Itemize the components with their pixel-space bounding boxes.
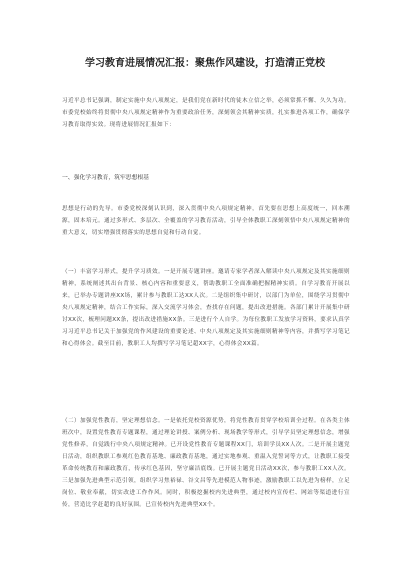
document-title: 学习教育进展情况汇报：聚焦作风建设，打造清正党校 — [85, 58, 325, 69]
section1-heading: 一、强化学习教育，筑牢思想根基 — [62, 175, 149, 181]
intro-paragraph: 习近平总书记强调，制定实施中央八项规定，是我们党在新时代的徒木立信之举，必须常抓不懈、久久为功。市委党校始终将贯彻中央八项规定精神作为重要政治任务，深刻领会其精神实质，扎实推进各项工作，确保学习教育取得实效。现将进展情况汇报如下： — [62, 98, 350, 128]
section1-paragraph: 思想是行动的先导。市委党校深刻认识到，深入贯彻中央八项规定精神，首先要在思想上高度统一，回本溯源，固本培元。通过多形式、多层次、全覆盖的学习教育活动，引导全体教职工深刻领悟中央八项规定精神的重大意义，切实增强贯彻落实的思想自觉和行动自觉。 — [62, 206, 350, 236]
section1-subsection-2: （二）加强党性教育，坚定理想信念。一是依托党校资源优势，将党性教育贯穿学校培训全过程。在各类主体班次中，设置党性教育专题课程，通过理论讲授、案例分析、现场教学等形式，引导学员坚定理想信念，增强党性修养，自觉践行中央八项规定精神。已开设党性教育专题课程XX门，培训学员XX人次。二是开展主题党日活动，组织教职工参观红色教育基地、廉政教育基地，通过实地参观、重温入党誓词等方式，让教职工接受革命传统教育和廉政教育，传承红色基因，坚守廉洁底线。已开展主题党日活动XX次，参与教职工XX人次。三是加强先进典型示范引领，组织学习焦裕禄、谷文昌等先进模范人物事迹，激励教职工以先进为榜样，立足岗位、敬业奉献，切实改进工作作风。同时，积极挖掘校内先进典型，通过校内宣传栏、网站等渠道进行宣传，营造比学赶超的良好氛围。已宣传校内先进典型XX个。 — [62, 418, 350, 508]
section1-subsection-1: （一）丰富学习形式，提升学习质效。一是开展专题讲座。邀请专家学者深入解读中央八项规定及其实施细则精神，系统阐述其出台背景、核心内容和重要意义，帮助教职工全面准确把握精神实质。自学习教育开展以来，已举办专题讲座XX场，累计参与教职工达XX人次。二是组织集中研讨，以部门为单位，围绕学习贯彻中央八项规定精神，结合工作实际，深入交流学习体会，查找存在问题，提出改进措施。各部门累计开展集中研讨XX次，梳理问题XX条，提出改进措施XX条。三是进行个人自学。为每位教职工发放学习资料，要求认真学习习近平总书记关于加强党的作风建设的重要论述、中央八项规定及其实施细则精神等内容，并撰写学习笔记和心得体会。截至目前，教职工人均撰写学习笔记超XX字，心得体会XX篇。 — [62, 269, 350, 347]
